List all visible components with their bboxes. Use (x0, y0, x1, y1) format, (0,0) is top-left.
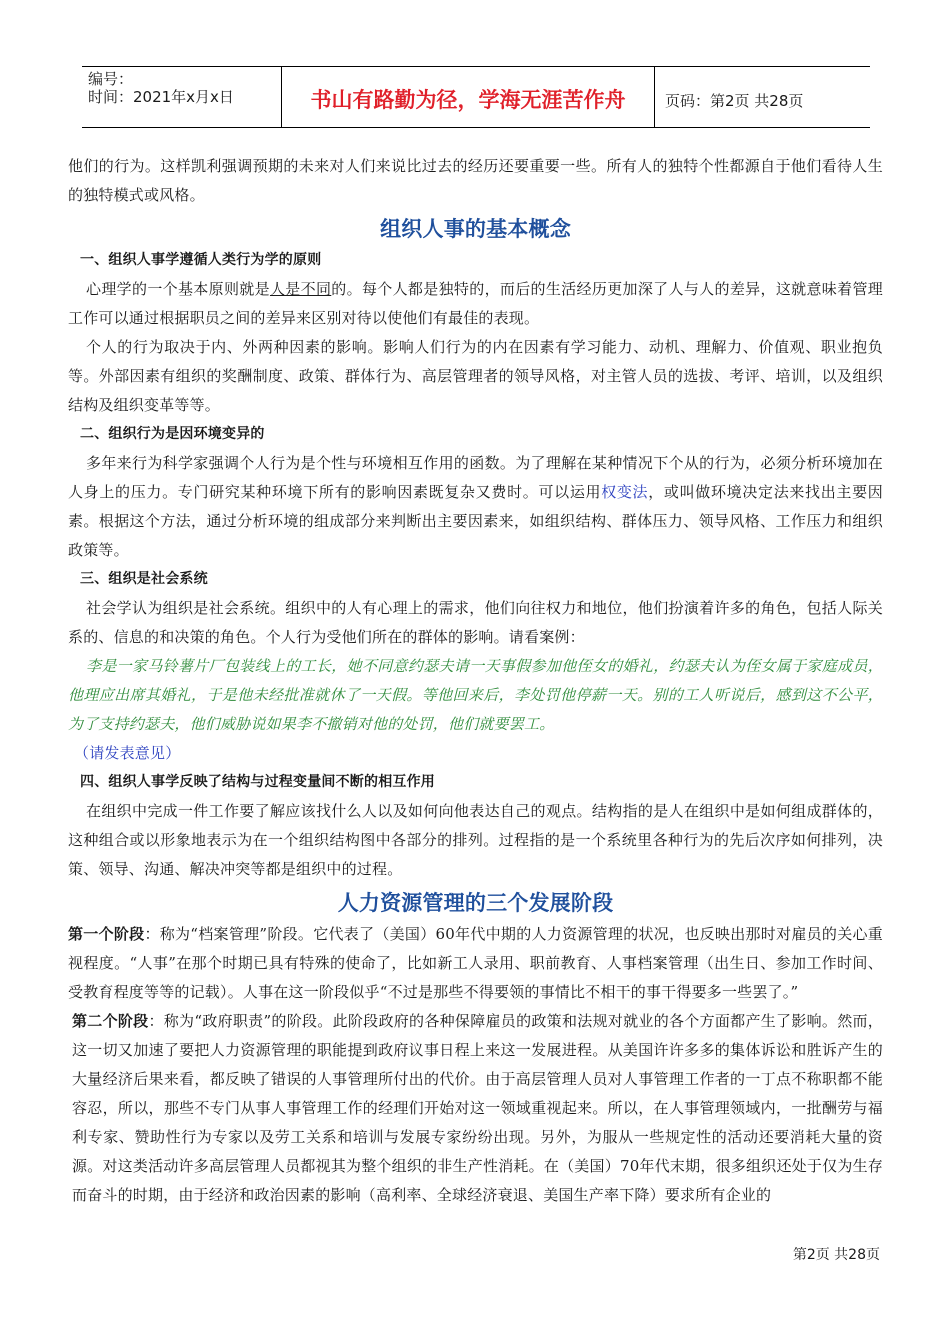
header-number: 编号： (88, 70, 134, 88)
header-motto: 书山有路勤为径，学海无涯苦作舟 (282, 67, 655, 127)
header-meta (82, 67, 282, 127)
section-title-basic-concepts: 组织人事的基本概念 (380, 217, 571, 241)
section-title-hr-stages: 人力资源管理的三个发展阶段 (337, 891, 614, 915)
heading-principle-4: 四、组织人事学反映了结构与过程变量间不断的相互作用 (80, 774, 435, 790)
paragraph-4: 社会学认为组织是社会系统。组织中的人有心理上的需求，他们向往权力和地位，他们扮演着许多的角色，包括人际关系的、信息的和决策的角色。个人行为受他们所在的群体的影响。请看案例： (68, 599, 883, 646)
paragraph-1 (68, 275, 883, 333)
paragraph-3-a: 多年来行为科学家强调个人行为是个性与环境相互作用的函数。为了理解在某种情况下个从的行为，必须分析环境加在人身上的压力。专门研究某种环境下所有的影响因素既复杂又费时。可以运用 (68, 454, 883, 501)
intro-paragraph: 他们的行为。这样凯利强调预期的未来对人们来说比过去的经历还要重要一些。所有人的独特个性都源自于他们看待人生的独特模式或风格。 (68, 157, 883, 204)
heading-principle-3: 三、组织是社会系统 (80, 571, 208, 587)
header-page-info: 页码：第2页 共28页 (665, 91, 804, 110)
heading-principle-2: 二、组织行为是因环境变异的 (80, 426, 265, 442)
page-header (82, 66, 870, 128)
heading-principle-1: 一、组织人事学遵循人类行为学的原则 (80, 252, 322, 268)
paragraph-2: 个人的行为取决于内、外两种因素的影响。影响人们行为的内在因素有学习能力、动机、理解力、价值观、职业抱负等。外部因素有组织的奖酬制度、政策、群体行为、高层管理者的领导风格，对主管人员的选拔、考评、培训，以及组织结构及组织变革等等。 (68, 338, 883, 414)
page-footer: 第2页 共28页 (792, 1247, 880, 1263)
paragraph-3-b: ，或叫做环境决定法来找出主要因素。根据这个方法，通过分析环境的组成部分来判断出主要因素来，如组织结构、群体压力、领导风格、工作压力和组织政策等。 (68, 483, 883, 559)
header-time: 时间：2021年x月x日 (88, 88, 234, 106)
stage-1-label: 第一个阶段 (68, 925, 145, 943)
paragraph-3 (68, 449, 883, 565)
comment-prompt: （请发表意见） (74, 744, 181, 762)
stage-2-text: ：称为“政府职责”的阶段。此阶段政府的各种保障雇员的政策和法规对就业的各个方面都产生了影响。然而，这一切又加速了要把人力资源管理的职能提到政府议事日程上来这一发展进程。从美国许许多多的集体诉讼和胜诉产生的大量经济后果来看，都反映了错误的人事管理所付出的代价。由于高层管理人员对人事管理工作者的一丁点不称职都不能容忍，所以，那些不专门从事人事管理工作的经理们开始对这一领域重视起来。所以，在人事管理领域内，一批酬劳与福利专家、赞助性行为专家以及劳工关系和培训与发展专家纷纷出现。另外，为服从一些规定性的活动还要消耗大量的资源。对这类活动许多高层管理人员都视其为整个组织的非生产性消耗。在（美国）70年代末期，很多组织还处于仅为生存而奋斗的时期，由于经济和政治因素的影响（高利率、全球经济衰退、美国生产率下降）要求所有企业的 (72, 1012, 883, 1204)
contingency-link[interactable]: 权变法 (601, 483, 649, 501)
case-study: 李是一家马铃薯片厂包装线上的工长，她不同意约瑟夫请一天事假参加他侄女的婚礼，约瑟夫认为侄女属于家庭成员，他理应出席其婚礼，于是他未经批准就休了一天假。等他回来后，李处罚他停薪一天。别的工人听说后，感到这不公平，为了支持约瑟夫，他们威胁说如果李不撤销对他的处罚，他们就要罢工。 (68, 657, 883, 733)
paragraph-1-b: 的。每个人都是独特的，而后的生活经历更加深了人与人的差异，这就意味着管理工作可以通过根据职员之间的差异来区别对待以使他们有最佳的表现。 (68, 280, 883, 327)
stage-1-paragraph (68, 920, 883, 1007)
stage-2-label: 第二个阶段 (72, 1012, 149, 1030)
stage-1-text: ：称为“档案管理”阶段。它代表了（美国）60年代中期的人力资源管理的状况，也反映出那时对雇员的关心重视程度。“人事”在那个时期已具有特殊的使命了，比如新工人录用、职前教育、人事档案管理（出生日、参加工作时间、受教育程度等等的记载）。人事在这一阶段似乎“不过是那些不得要领的事情比不相干的事干得要多一些罢了。” (68, 925, 883, 1001)
paragraph-5: 在组织中完成一件工作要了解应该找什么人以及如何向他表达自己的观点。结构指的是人在组织中是如何组成群体的，这种组合或以形象地表示为在一个组织结构图中各部分的排列。过程指的是一个系统里各种行为的先后次序如何排列，决策、领导、沟通、解决冲突等都是组织中的过程。 (68, 802, 883, 878)
document-body (68, 152, 883, 1210)
underlined-phrase: 人是不同 (269, 280, 332, 298)
paragraph-1-a: 心理学的一个基本原则就是 (86, 280, 270, 298)
stage-2-paragraph (68, 1007, 883, 1210)
